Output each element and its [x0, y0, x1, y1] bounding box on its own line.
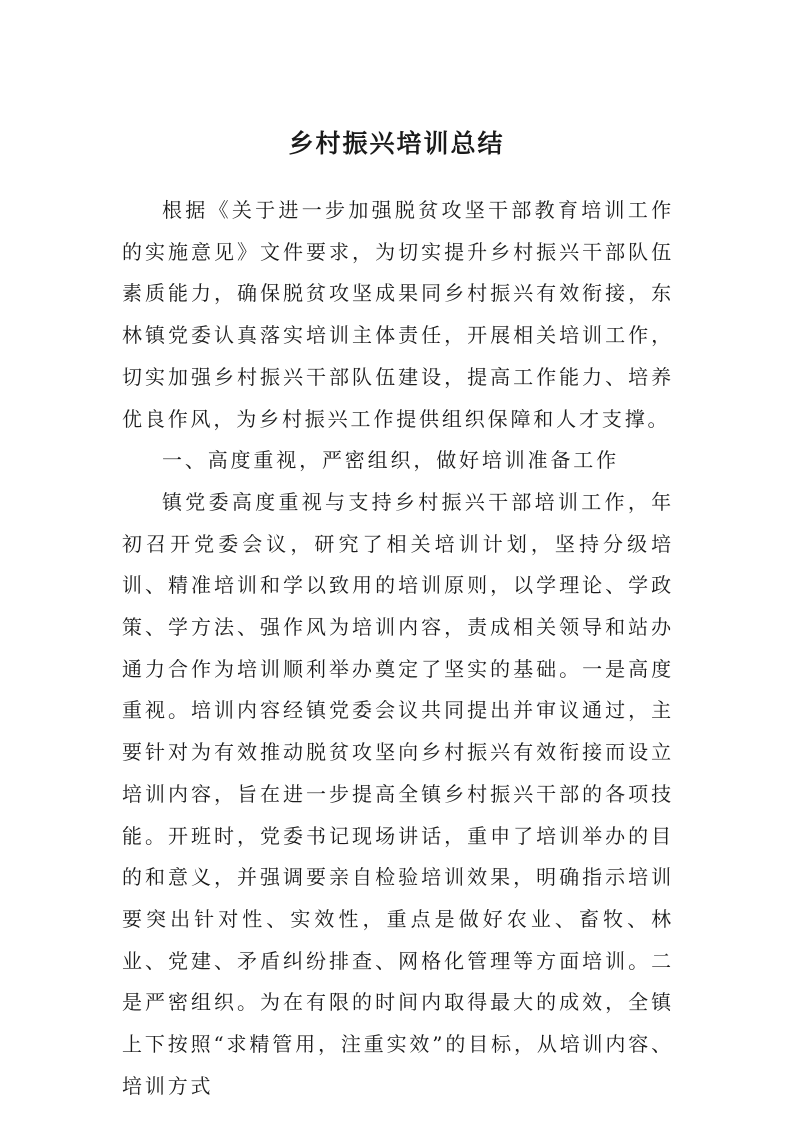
paragraph-section-1: 镇党委高度重视与支持乡村振兴干部培训工作，年初召开党委会议，研究了相关培训计划，坚持分级培训、精准培训和学以致用的培训原则，以学理论、学政策、学方法、强作风为培训内容，责成相关领导和站办通力合作为培训顺利举办奠定了坚实的基础。一是高度重视。培训内容经镇党委会议共同提出并审议通过，主要针对为有效推动脱贫攻坚向乡村振兴有效衔接而设立培训内容，旨在进一步提高全镇乡村振兴干部的各项技能。开班时，党委书记现场讲话，重申了培训举办的目的和意义，并强调要亲自检验培训效果，明确指示培训要突出针对性、实效性，重点是做好农业、畜牧、林业、党建、矛盾纠纷排查、网格化管理等方面培训。二是严密组织。为在有限的时间内取得最大的成效，全镇上下按照“求精管用，注重实效”的目标，从培训内容、培训方式 [122, 489, 674, 1098]
paragraph-intro: 根据《关于进一步加强脱贫攻坚干部教育培训工作的实施意见》文件要求，为切实提升乡村振兴干部队伍素质能力，确保脱贫攻坚成果同乡村振兴有效衔接，东林镇党委认真落实培训主体责任，开展相关培训工作，切实加强乡村振兴干部队伍建设，提高工作能力、培养优良作风，为乡村振兴工作提供组织保障和人才支撑。 [122, 198, 674, 431]
document-body [122, 190, 674, 1107]
section-heading-1: 一、高度重视，严密组织，做好培训准备工作 [162, 448, 619, 473]
document-title: 乡村振兴培训总结 [288, 129, 505, 158]
